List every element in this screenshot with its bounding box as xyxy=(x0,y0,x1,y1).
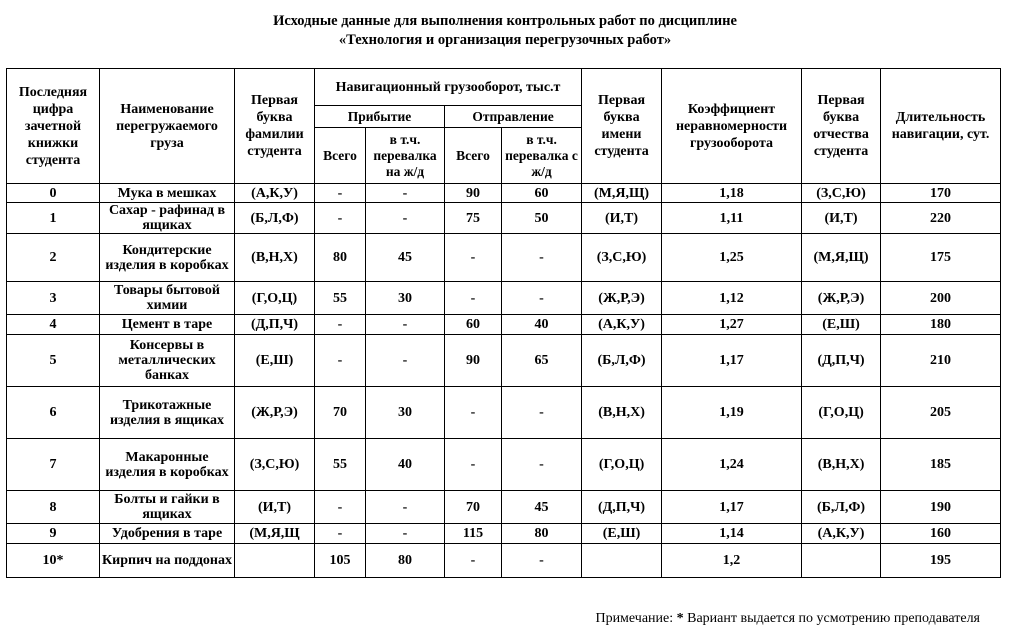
cell-duration: 160 xyxy=(881,524,1001,544)
cell-patronymic-letter: (Ж,Р,Э) xyxy=(802,282,881,315)
cell-cargo: Болты и гайки в ящиках xyxy=(100,491,235,524)
cell-arrival-rail: 40 xyxy=(366,439,445,491)
cell-arrival-rail: 30 xyxy=(366,387,445,439)
cell-patronymic-letter: (Д,П,Ч) xyxy=(802,335,881,387)
cell-name-letter: (Ж,Р,Э) xyxy=(582,282,662,315)
footnote-text: Вариант выдается по усмотрению преподавателя xyxy=(683,611,980,626)
cell-cargo: Мука в мешках xyxy=(100,184,235,203)
cell-arrival-rail: - xyxy=(366,184,445,203)
cell-patronymic-letter: (М,Я,Щ) xyxy=(802,234,881,282)
cell-departure-total: - xyxy=(445,282,502,315)
cell-arrival-total: - xyxy=(315,203,366,234)
cell-departure-total: - xyxy=(445,544,502,578)
cell-arrival-total: - xyxy=(315,335,366,387)
cell-duration: 170 xyxy=(881,184,1001,203)
table-row xyxy=(7,387,1001,439)
cell-arrival-total: - xyxy=(315,491,366,524)
cell-name-letter: (Д,П,Ч) xyxy=(582,491,662,524)
header-cargo-name: Наименование перегружаемого груза xyxy=(100,69,235,184)
cell-name-letter: (Б,Л,Ф) xyxy=(582,335,662,387)
cell-digit: 2 xyxy=(7,234,100,282)
cell-duration: 200 xyxy=(881,282,1001,315)
footnote-star: * xyxy=(676,611,684,626)
footnote xyxy=(595,611,980,627)
cell-departure-total: 70 xyxy=(445,491,502,524)
cell-digit: 8 xyxy=(7,491,100,524)
cell-duration: 190 xyxy=(881,491,1001,524)
cell-digit: 1 xyxy=(7,203,100,234)
cell-departure-total: 115 xyxy=(445,524,502,544)
cell-surname-letter: (А,К,У) xyxy=(235,184,315,203)
cell-coefficient: 1,17 xyxy=(662,491,802,524)
cell-duration: 210 xyxy=(881,335,1001,387)
cell-patronymic-letter: (Б,Л,Ф) xyxy=(802,491,881,524)
cell-duration: 220 xyxy=(881,203,1001,234)
cell-arrival-total: 55 xyxy=(315,439,366,491)
cell-arrival-total: 80 xyxy=(315,234,366,282)
header-departure-incl-rail: в т.ч. перевалка с ж/д xyxy=(502,128,582,184)
cell-departure-rail: 65 xyxy=(502,335,582,387)
cell-departure-rail: 45 xyxy=(502,491,582,524)
cell-departure-rail: 80 xyxy=(502,524,582,544)
cell-cargo: Цемент в таре xyxy=(100,315,235,335)
cell-digit: 9 xyxy=(7,524,100,544)
header-surname-letter: Первая буква фамилии студента xyxy=(235,69,315,184)
cell-surname-letter: (Б,Л,Ф) xyxy=(235,203,315,234)
header-name-letter: Первая буква имени студента xyxy=(582,69,662,184)
cell-patronymic-letter xyxy=(802,544,881,578)
header-coefficient: Коэффициент неравномерности грузооборота xyxy=(662,69,802,184)
cell-surname-letter: (Ж,Р,Э) xyxy=(235,387,315,439)
cell-duration: 185 xyxy=(881,439,1001,491)
header-duration: Длительность навигации, сут. xyxy=(881,69,1001,184)
cell-departure-total: - xyxy=(445,387,502,439)
header-departure-total: Всего xyxy=(445,128,502,184)
cell-arrival-total: - xyxy=(315,184,366,203)
cell-coefficient: 1,24 xyxy=(662,439,802,491)
cell-arrival-total: - xyxy=(315,315,366,335)
cell-digit: 4 xyxy=(7,315,100,335)
header-turnover: Навигационный грузооборот, тыс.т xyxy=(315,69,582,106)
cell-name-letter: (В,Н,Х) xyxy=(582,387,662,439)
document-title xyxy=(0,12,1010,50)
cell-surname-letter: (М,Я,Щ xyxy=(235,524,315,544)
cell-digit: 0 xyxy=(7,184,100,203)
cell-departure-rail: - xyxy=(502,544,582,578)
cell-arrival-rail: - xyxy=(366,203,445,234)
cell-patronymic-letter: (Г,О,Ц) xyxy=(802,387,881,439)
table-row xyxy=(7,203,1001,234)
cell-cargo: Трикотажные изделия в ящиках xyxy=(100,387,235,439)
cell-name-letter: (М,Я,Щ) xyxy=(582,184,662,203)
cell-name-letter: (З,С,Ю) xyxy=(582,234,662,282)
source-data-table xyxy=(6,68,1001,578)
cell-departure-total: - xyxy=(445,234,502,282)
cell-surname-letter: (Е,Ш) xyxy=(235,335,315,387)
cell-coefficient: 1,12 xyxy=(662,282,802,315)
cell-patronymic-letter: (И,Т) xyxy=(802,203,881,234)
cell-arrival-total: 70 xyxy=(315,387,366,439)
cell-name-letter: (А,К,У) xyxy=(582,315,662,335)
cell-cargo: Удобрения в таре xyxy=(100,524,235,544)
cell-surname-letter: (В,Н,Х) xyxy=(235,234,315,282)
cell-duration: 205 xyxy=(881,387,1001,439)
cell-surname-letter: (Д,П,Ч) xyxy=(235,315,315,335)
cell-departure-total: 90 xyxy=(445,335,502,387)
cell-surname-letter: (З,С,Ю) xyxy=(235,439,315,491)
header-arrival-total: Всего xyxy=(315,128,366,184)
table-row xyxy=(7,524,1001,544)
cell-departure-rail: - xyxy=(502,387,582,439)
title-line-2: «Технология и организация перегрузочных работ» xyxy=(338,32,672,48)
cell-arrival-rail: 45 xyxy=(366,234,445,282)
table-row xyxy=(7,491,1001,524)
cell-cargo: Кондитерские изделия в коробках xyxy=(100,234,235,282)
cell-arrival-rail: - xyxy=(366,524,445,544)
header-patronymic-letter: Первая буква отчества студента xyxy=(802,69,881,184)
table-body xyxy=(7,184,1001,578)
cell-arrival-rail: 30 xyxy=(366,282,445,315)
table-row xyxy=(7,282,1001,315)
cell-coefficient: 1,11 xyxy=(662,203,802,234)
cell-departure-rail: - xyxy=(502,282,582,315)
header-arrival-incl-rail: в т.ч. перевалка на ж/д xyxy=(366,128,445,184)
cell-departure-rail: 50 xyxy=(502,203,582,234)
cell-arrival-total: 105 xyxy=(315,544,366,578)
cell-coefficient: 1,18 xyxy=(662,184,802,203)
cell-arrival-rail: - xyxy=(366,491,445,524)
cell-departure-total: 90 xyxy=(445,184,502,203)
table-row xyxy=(7,544,1001,578)
cell-coefficient: 1,17 xyxy=(662,335,802,387)
cell-coefficient: 1,19 xyxy=(662,387,802,439)
cell-departure-total: 75 xyxy=(445,203,502,234)
cell-patronymic-letter: (Е,Ш) xyxy=(802,315,881,335)
table-row xyxy=(7,315,1001,335)
cell-duration: 180 xyxy=(881,315,1001,335)
cell-coefficient: 1,2 xyxy=(662,544,802,578)
cell-digit: 6 xyxy=(7,387,100,439)
cell-patronymic-letter: (З,С,Ю) xyxy=(802,184,881,203)
footnote-prefix: Примечание: xyxy=(595,611,677,626)
cell-name-letter: (Е,Ш) xyxy=(582,524,662,544)
cell-surname-letter: (И,Т) xyxy=(235,491,315,524)
cell-cargo: Товары бытовой химии xyxy=(100,282,235,315)
cell-departure-total: - xyxy=(445,439,502,491)
cell-arrival-rail: 80 xyxy=(366,544,445,578)
cell-surname-letter: (Г,О,Ц) xyxy=(235,282,315,315)
title-line-1: Исходные данные для выполнения контрольных работ по дисциплине xyxy=(273,13,737,29)
cell-departure-rail: - xyxy=(502,234,582,282)
cell-arrival-rail: - xyxy=(366,315,445,335)
cell-duration: 195 xyxy=(881,544,1001,578)
cell-cargo: Консервы в металлических банках xyxy=(100,335,235,387)
cell-digit: 5 xyxy=(7,335,100,387)
cell-digit: 10* xyxy=(7,544,100,578)
cell-departure-rail: - xyxy=(502,439,582,491)
cell-name-letter xyxy=(582,544,662,578)
header-last-digit: Последняя цифра зачетной книжки студента xyxy=(7,69,100,184)
cell-coefficient: 1,27 xyxy=(662,315,802,335)
cell-arrival-rail: - xyxy=(366,335,445,387)
cell-digit: 7 xyxy=(7,439,100,491)
cell-arrival-total: 55 xyxy=(315,282,366,315)
header-arrival: Прибытие xyxy=(315,106,445,128)
table-row xyxy=(7,335,1001,387)
cell-name-letter: (И,Т) xyxy=(582,203,662,234)
cell-coefficient: 1,25 xyxy=(662,234,802,282)
cell-departure-rail: 60 xyxy=(502,184,582,203)
cell-departure-rail: 40 xyxy=(502,315,582,335)
cell-cargo: Макаронные изделия в коробках xyxy=(100,439,235,491)
cell-duration: 175 xyxy=(881,234,1001,282)
cell-digit: 3 xyxy=(7,282,100,315)
table-row xyxy=(7,234,1001,282)
cell-arrival-total: - xyxy=(315,524,366,544)
cell-patronymic-letter: (В,Н,Х) xyxy=(802,439,881,491)
cell-surname-letter xyxy=(235,544,315,578)
table-row xyxy=(7,439,1001,491)
cell-cargo: Сахар - рафинад в ящиках xyxy=(100,203,235,234)
cell-departure-total: 60 xyxy=(445,315,502,335)
cell-patronymic-letter: (А,К,У) xyxy=(802,524,881,544)
cell-name-letter: (Г,О,Ц) xyxy=(582,439,662,491)
cell-cargo: Кирпич на поддонах xyxy=(100,544,235,578)
table-row xyxy=(7,184,1001,203)
cell-coefficient: 1,14 xyxy=(662,524,802,544)
header-departure: Отправление xyxy=(445,106,582,128)
